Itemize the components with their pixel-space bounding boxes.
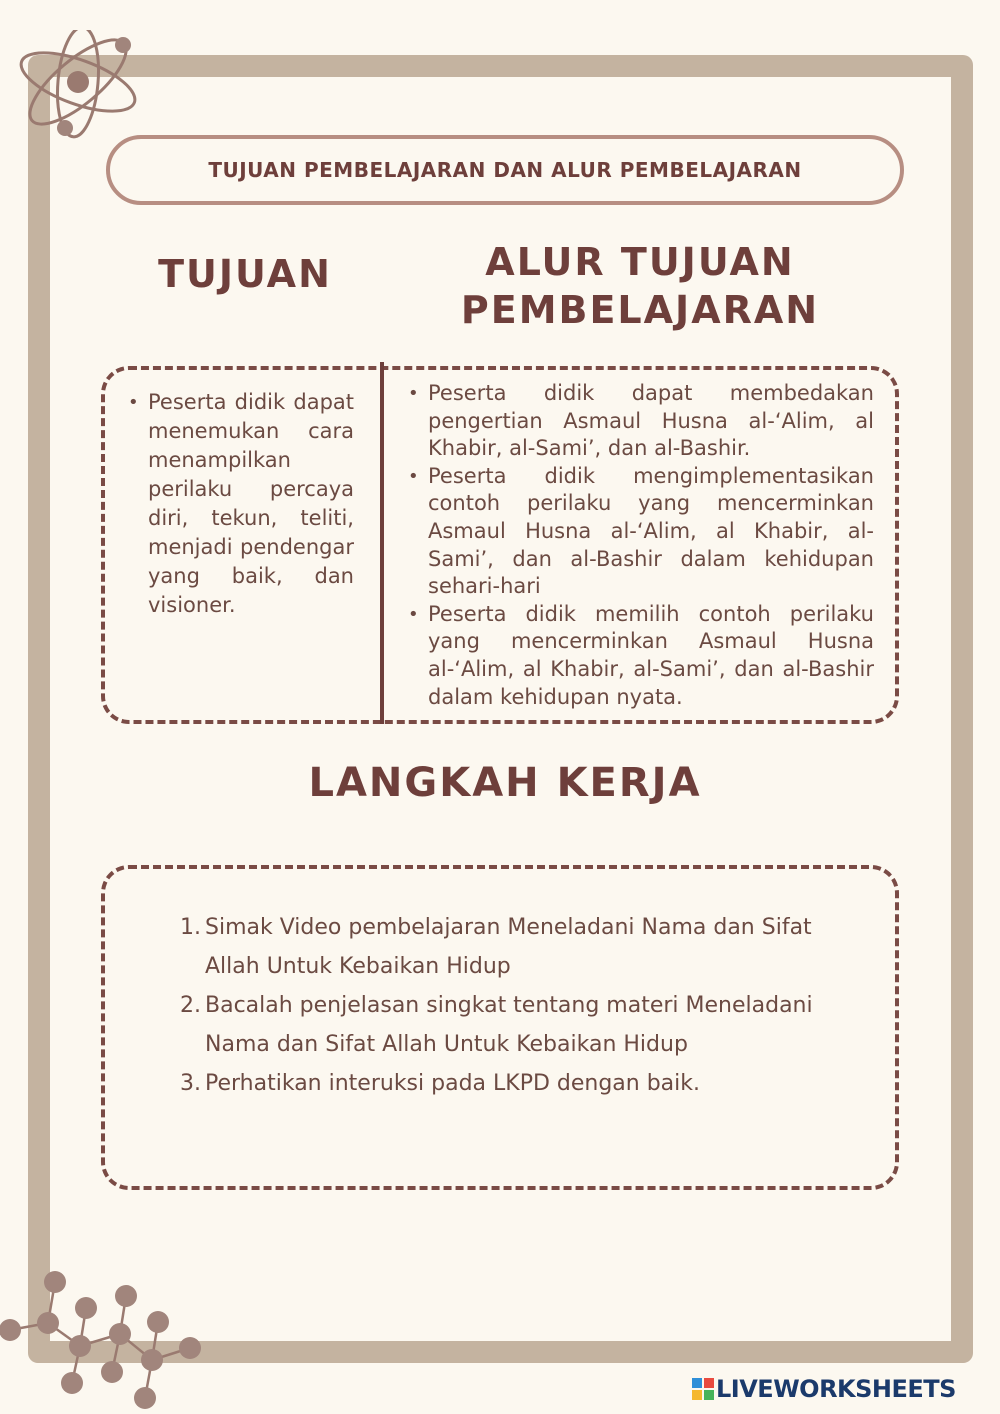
step-item: [180, 908, 820, 986]
alur-heading-line2: PEMBELAJARAN: [460, 288, 820, 332]
page-title: TUJUAN PEMBELAJARAN DAN ALUR PEMBELAJARAN: [208, 158, 802, 182]
step-item: [180, 986, 820, 1064]
step-item: [180, 1064, 820, 1103]
step-text: Simak Video pembelajaran Meneladani Nama dan Sifat Allah Untuk Kebaikan Hidup: [205, 915, 812, 979]
column-divider: [380, 362, 384, 724]
brand-text: LIVEWORKSHEETS: [716, 1375, 956, 1403]
step-number: 3.: [180, 1071, 201, 1096]
step-text: Bacalah penjelasan singkat tentang materi Meneladani Nama dan Sifat Allah Untuk Kebaikan Hidup: [205, 993, 813, 1057]
tujuan-heading: TUJUAN: [158, 252, 332, 296]
alur-heading-line1: ALUR TUJUAN: [485, 240, 795, 284]
step-number: 1.: [180, 915, 201, 940]
alur-list: [406, 380, 874, 711]
alur-heading: [430, 238, 850, 334]
molecule-icon: [0, 1268, 210, 1414]
list-item: • Peserta didik mengimplementasikan contoh perilaku yang mencerminkan Asmaul Husna al-‘Alim, al Khabir, al-Sami’, dan al-Bashir dalam kehidupan sehari-hari: [406, 463, 874, 601]
list-item: • Peserta didik dapat membedakan pengertian Asmaul Husna al-‘Alim, al Khabir, al-Sami’, dan al-Bashir.: [406, 380, 874, 463]
liveworksheets-logo-icon: [692, 1378, 714, 1400]
list-item: • Peserta didik memilih contoh perilaku yang mencerminkan Asmaul Husna al-‘Alim, al Khabir, al-Sami’, dan al-Bashir dalam kehidupan nyata.: [406, 601, 874, 711]
list-item: • Peserta didik dapat menemukan cara menampilkan perilaku percaya diri, tekun, teliti, menjadi pendengar yang baik, dan visioner.: [126, 388, 354, 620]
step-number: 2.: [180, 993, 201, 1018]
steps-list: [180, 908, 820, 1103]
langkah-heading: LANGKAH KERJA: [308, 760, 702, 806]
title-banner: [106, 135, 904, 205]
tujuan-list: [126, 388, 354, 620]
step-text: Perhatikan interuksi pada LKPD dengan baik.: [205, 1071, 701, 1096]
atom-icon: [10, 30, 145, 145]
liveworksheets-brand[interactable]: [692, 1374, 992, 1404]
